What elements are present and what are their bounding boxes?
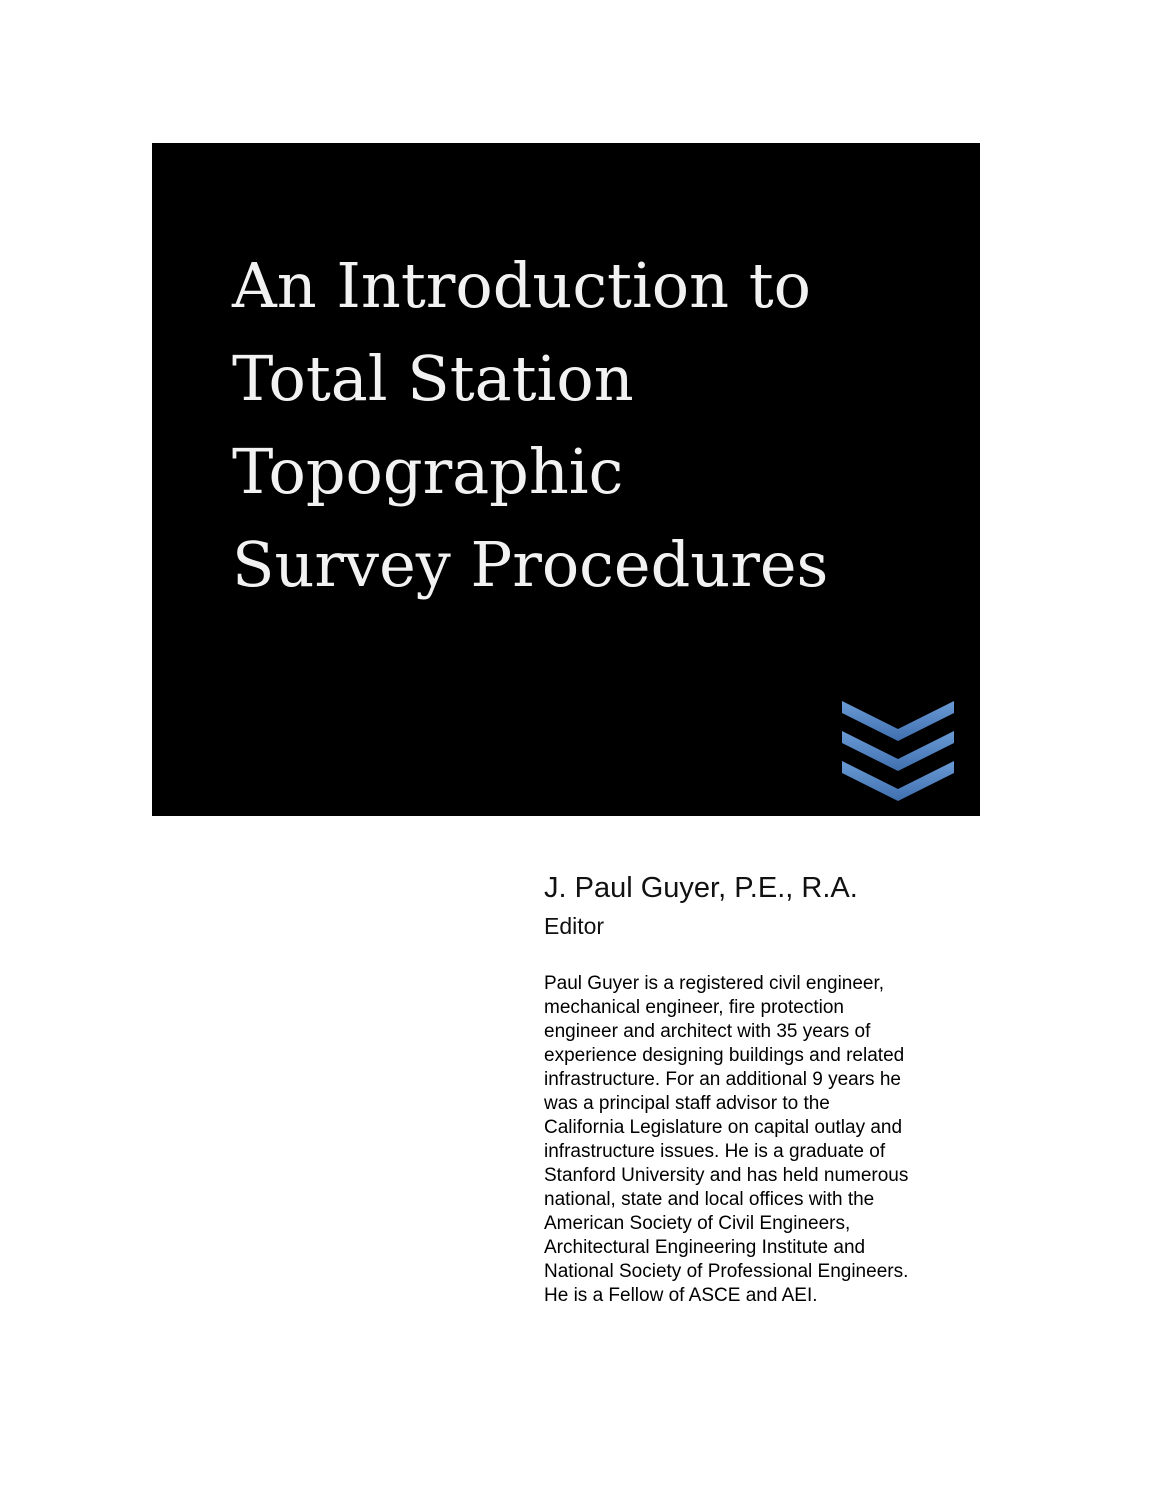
bio-line: Stanford University and has held numerous <box>544 1165 909 1186</box>
bio-line: National Society of Professional Engineers. <box>544 1261 909 1282</box>
triple-chevron-down-icon <box>842 701 954 807</box>
bio-line: national, state and local offices with the <box>544 1189 875 1210</box>
bio-line: mechanical engineer, fire protection <box>544 997 844 1018</box>
bio-line: infrastructure issues. He is a graduate of <box>544 1141 886 1162</box>
title-line: Total Station <box>232 342 634 415</box>
bio-line: infrastructure. For an additional 9 years he <box>544 1069 901 1090</box>
author-name: J. Paul Guyer, P.E., R.A. <box>544 872 858 904</box>
bio-line: was a principal staff advisor to the <box>544 1093 830 1114</box>
bio-line: He is a Fellow of ASCE and AEI. <box>544 1285 818 1306</box>
title-line: An Introduction to <box>232 249 812 322</box>
title-line: Topographic <box>232 435 624 508</box>
bio-line: American Society of Civil Engineers, <box>544 1213 851 1234</box>
bio-line: Paul Guyer is a registered civil engineer, <box>544 973 885 994</box>
bio-line: California Legislature on capital outlay and <box>544 1117 903 1138</box>
cover-panel <box>152 143 980 816</box>
book-title <box>232 239 952 611</box>
author-bio <box>544 972 964 1308</box>
bio-line: experience designing buildings and related <box>544 1045 905 1066</box>
bio-line: Architectural Engineering Institute and <box>544 1237 866 1258</box>
bio-line: engineer and architect with 35 years of <box>544 1021 871 1042</box>
title-line: Survey Procedures <box>232 528 829 601</box>
chevron-shape <box>842 701 954 741</box>
author-role: Editor <box>544 913 605 939</box>
